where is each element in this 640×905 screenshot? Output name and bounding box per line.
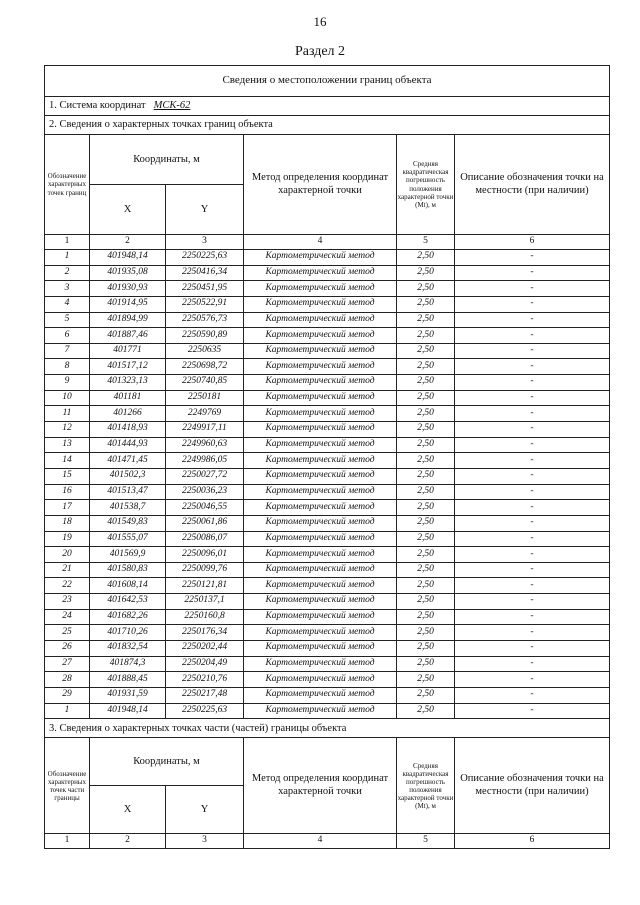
description-cell: - <box>455 547 610 563</box>
description-cell: - <box>455 265 610 281</box>
description-cell: - <box>455 531 610 547</box>
point-number: 22 <box>45 578 90 594</box>
coordinate-system-label: 1. Система координат <box>49 100 146 112</box>
error-cell: 2,50 <box>397 453 455 469</box>
point-number: 9 <box>45 375 90 391</box>
coord-y: 2250204,49 <box>166 656 244 672</box>
description-cell: - <box>455 641 610 657</box>
table-row <box>45 641 610 657</box>
coord-x: 401181 <box>90 390 166 406</box>
table-row <box>45 687 610 703</box>
table-row <box>45 359 610 375</box>
error-cell: 2,50 <box>397 687 455 703</box>
description-cell: - <box>455 359 610 375</box>
coord-y: 2250061,86 <box>166 515 244 531</box>
error-cell: 2,50 <box>397 390 455 406</box>
coord-x: 401642,53 <box>90 594 166 610</box>
point-number: 20 <box>45 547 90 563</box>
description-cell: - <box>455 484 610 500</box>
point-number: 7 <box>45 343 90 359</box>
description-cell: - <box>455 296 610 312</box>
table-row <box>45 422 610 438</box>
coord-y: 2250225,63 <box>166 703 244 719</box>
coord-y: 2250160,8 <box>166 609 244 625</box>
description-cell: - <box>455 250 610 266</box>
point-number: 2 <box>45 265 90 281</box>
method-cell: Картометрический метод <box>244 296 397 312</box>
header-description: Описание обозначения точки на местности (при наличии) <box>455 135 610 235</box>
point-number: 23 <box>45 594 90 610</box>
table-row <box>45 437 610 453</box>
coord-y: 2250181 <box>166 390 244 406</box>
point-number: 24 <box>45 609 90 625</box>
table-row <box>45 703 610 719</box>
description-cell: - <box>455 312 610 328</box>
description-cell: - <box>455 625 610 641</box>
coord-x: 401874,3 <box>90 656 166 672</box>
coord-x: 401948,14 <box>90 703 166 719</box>
column-index: 3 <box>166 235 244 250</box>
description-cell: - <box>455 437 610 453</box>
header-description-part: Описание обозначения точки на местности (при наличии) <box>455 738 610 834</box>
header-method: Метод определения координат характерной точки <box>244 135 397 235</box>
error-cell: 2,50 <box>397 609 455 625</box>
description-cell: - <box>455 578 610 594</box>
point-number: 11 <box>45 406 90 422</box>
method-cell: Картометрический метод <box>244 422 397 438</box>
coord-x: 401471,45 <box>90 453 166 469</box>
table-row <box>45 406 610 422</box>
table-row <box>45 343 610 359</box>
method-cell: Картометрический метод <box>244 265 397 281</box>
method-cell: Картометрический метод <box>244 343 397 359</box>
point-number: 17 <box>45 500 90 516</box>
coord-y: 2250522,91 <box>166 296 244 312</box>
header-y: Y <box>166 185 244 235</box>
method-cell: Картометрический метод <box>244 484 397 500</box>
coord-y: 2250099,76 <box>166 562 244 578</box>
error-cell: 2,50 <box>397 641 455 657</box>
table-row <box>45 562 610 578</box>
error-cell: 2,50 <box>397 703 455 719</box>
coord-y: 2250046,55 <box>166 500 244 516</box>
point-number: 8 <box>45 359 90 375</box>
point-number: 26 <box>45 641 90 657</box>
method-cell: Картометрический метод <box>244 281 397 297</box>
coord-x: 401555,07 <box>90 531 166 547</box>
column-index: 5 <box>397 834 455 849</box>
error-cell: 2,50 <box>397 422 455 438</box>
coord-y: 2250027,72 <box>166 468 244 484</box>
table-row <box>45 515 610 531</box>
header-coordinates-part: Координаты, м <box>90 738 244 786</box>
table-row <box>45 578 610 594</box>
description-cell: - <box>455 515 610 531</box>
header-point-label: Обозначение характерных точек границ <box>45 135 90 235</box>
error-cell: 2,50 <box>397 343 455 359</box>
coord-y: 2250137,1 <box>166 594 244 610</box>
table-row <box>45 484 610 500</box>
coord-x: 401517,12 <box>90 359 166 375</box>
method-cell: Картометрический метод <box>244 562 397 578</box>
table-row <box>45 547 610 563</box>
method-cell: Картометрический метод <box>244 359 397 375</box>
table-row <box>45 265 610 281</box>
coord-y: 2250225,63 <box>166 250 244 266</box>
error-cell: 2,50 <box>397 531 455 547</box>
error-cell: 2,50 <box>397 281 455 297</box>
method-cell: Картометрический метод <box>244 437 397 453</box>
error-cell: 2,50 <box>397 265 455 281</box>
coord-y: 2249917,11 <box>166 422 244 438</box>
point-number: 10 <box>45 390 90 406</box>
column-index: 5 <box>397 235 455 250</box>
coord-x: 401832,54 <box>90 641 166 657</box>
description-cell: - <box>455 375 610 391</box>
description-cell: - <box>455 703 610 719</box>
coord-x: 401418,93 <box>90 422 166 438</box>
method-cell: Картометрический метод <box>244 453 397 469</box>
header-y-part: Y <box>166 786 244 834</box>
coord-x: 401502,3 <box>90 468 166 484</box>
description-cell: - <box>455 609 610 625</box>
coord-y: 2250635 <box>166 343 244 359</box>
description-cell: - <box>455 406 610 422</box>
column-index: 1 <box>45 235 90 250</box>
column-index: 2 <box>90 235 166 250</box>
point-number: 27 <box>45 656 90 672</box>
table-row <box>45 500 610 516</box>
description-cell: - <box>455 281 610 297</box>
method-cell: Картометрический метод <box>244 531 397 547</box>
point-number: 14 <box>45 453 90 469</box>
coord-y: 2250210,76 <box>166 672 244 688</box>
method-cell: Картометрический метод <box>244 312 397 328</box>
description-cell: - <box>455 594 610 610</box>
boundary-table <box>44 65 610 849</box>
table-row <box>45 281 610 297</box>
coord-y: 2250451,95 <box>166 281 244 297</box>
error-cell: 2,50 <box>397 250 455 266</box>
point-number: 18 <box>45 515 90 531</box>
table-row <box>45 296 610 312</box>
error-cell: 2,50 <box>397 375 455 391</box>
method-cell: Картометрический метод <box>244 641 397 657</box>
column-index: 2 <box>90 834 166 849</box>
error-cell: 2,50 <box>397 437 455 453</box>
coord-x: 401580,83 <box>90 562 166 578</box>
header-x-part: X <box>90 786 166 834</box>
method-cell: Картометрический метод <box>244 390 397 406</box>
coord-x: 401538,7 <box>90 500 166 516</box>
error-cell: 2,50 <box>397 359 455 375</box>
error-cell: 2,50 <box>397 468 455 484</box>
error-cell: 2,50 <box>397 594 455 610</box>
table-row <box>45 468 610 484</box>
description-cell: - <box>455 500 610 516</box>
header-point-label-part: Обозначение характерных точек части границы <box>45 738 90 834</box>
coordinate-system-value: МСК-62 <box>153 100 191 112</box>
coord-x: 401914,95 <box>90 296 166 312</box>
method-cell: Картометрический метод <box>244 547 397 563</box>
column-index: 4 <box>244 834 397 849</box>
coordinate-system-row <box>45 97 610 116</box>
point-number: 4 <box>45 296 90 312</box>
table-row <box>45 390 610 406</box>
description-cell: - <box>455 656 610 672</box>
table-row <box>45 672 610 688</box>
point-number: 28 <box>45 672 90 688</box>
table-row <box>45 656 610 672</box>
error-cell: 2,50 <box>397 296 455 312</box>
coord-x: 401894,99 <box>90 312 166 328</box>
method-cell: Картометрический метод <box>244 703 397 719</box>
coord-y: 2250217,48 <box>166 687 244 703</box>
description-cell: - <box>455 343 610 359</box>
point-number: 1 <box>45 250 90 266</box>
point-number: 6 <box>45 328 90 344</box>
description-cell: - <box>455 468 610 484</box>
error-cell: 2,50 <box>397 672 455 688</box>
method-cell: Картометрический метод <box>244 515 397 531</box>
column-index: 3 <box>166 834 244 849</box>
point-number: 16 <box>45 484 90 500</box>
error-cell: 2,50 <box>397 500 455 516</box>
table-row <box>45 375 610 391</box>
method-cell: Картометрический метод <box>244 609 397 625</box>
error-cell: 2,50 <box>397 515 455 531</box>
column-index: 6 <box>455 235 610 250</box>
coord-x: 401935,08 <box>90 265 166 281</box>
method-cell: Картометрический метод <box>244 328 397 344</box>
coord-y: 2250576,73 <box>166 312 244 328</box>
coord-x: 401930,93 <box>90 281 166 297</box>
error-cell: 2,50 <box>397 625 455 641</box>
description-cell: - <box>455 390 610 406</box>
coord-y: 2250176,34 <box>166 625 244 641</box>
error-cell: 2,50 <box>397 484 455 500</box>
page-number: 16 <box>313 14 327 29</box>
error-cell: 2,50 <box>397 547 455 563</box>
coord-x: 401888,45 <box>90 672 166 688</box>
method-cell: Картометрический метод <box>244 625 397 641</box>
point-number: 12 <box>45 422 90 438</box>
coord-x: 401513,47 <box>90 484 166 500</box>
table-row <box>45 625 610 641</box>
description-cell: - <box>455 328 610 344</box>
coord-x: 401682,26 <box>90 609 166 625</box>
point-number: 1 <box>45 703 90 719</box>
point-number: 29 <box>45 687 90 703</box>
error-cell: 2,50 <box>397 406 455 422</box>
part3-title: 3. Сведения о характерных точках части (частей) границы объекта <box>45 719 610 738</box>
table-row <box>45 250 610 266</box>
method-cell: Картометрический метод <box>244 406 397 422</box>
description-cell: - <box>455 562 610 578</box>
table-row <box>45 531 610 547</box>
error-cell: 2,50 <box>397 562 455 578</box>
error-cell: 2,50 <box>397 328 455 344</box>
point-number: 15 <box>45 468 90 484</box>
table-row <box>45 453 610 469</box>
coord-y: 2249769 <box>166 406 244 422</box>
coord-x: 401771 <box>90 343 166 359</box>
coord-y: 2249960,63 <box>166 437 244 453</box>
coord-x: 401323,13 <box>90 375 166 391</box>
table-row <box>45 609 610 625</box>
coord-y: 2250698,72 <box>166 359 244 375</box>
coord-x: 401931,59 <box>90 687 166 703</box>
coord-y: 2250590,89 <box>166 328 244 344</box>
coord-x: 401887,46 <box>90 328 166 344</box>
table-row <box>45 594 610 610</box>
coord-x: 401444,93 <box>90 437 166 453</box>
coord-x: 401710,26 <box>90 625 166 641</box>
coord-x: 401948,14 <box>90 250 166 266</box>
description-cell: - <box>455 453 610 469</box>
point-number: 21 <box>45 562 90 578</box>
coord-y: 2250740,85 <box>166 375 244 391</box>
point-number: 25 <box>45 625 90 641</box>
column-index: 4 <box>244 235 397 250</box>
method-cell: Картометрический метод <box>244 500 397 516</box>
method-cell: Картометрический метод <box>244 687 397 703</box>
coord-y: 2250121,81 <box>166 578 244 594</box>
method-cell: Картометрический метод <box>244 375 397 391</box>
coord-y: 2250096,01 <box>166 547 244 563</box>
point-number: 3 <box>45 281 90 297</box>
column-index: 1 <box>45 834 90 849</box>
error-cell: 2,50 <box>397 578 455 594</box>
coord-y: 2250036,23 <box>166 484 244 500</box>
header-x: X <box>90 185 166 235</box>
coord-y: 2250416,34 <box>166 265 244 281</box>
coord-x: 401549,83 <box>90 515 166 531</box>
table-row <box>45 312 610 328</box>
header-method-part: Метод определения координат характерной точки <box>244 738 397 834</box>
method-cell: Картометрический метод <box>244 672 397 688</box>
coord-x: 401569,9 <box>90 547 166 563</box>
method-cell: Картометрический метод <box>244 468 397 484</box>
method-cell: Картометрический метод <box>244 578 397 594</box>
description-cell: - <box>455 422 610 438</box>
method-cell: Картометрический метод <box>244 250 397 266</box>
point-number: 13 <box>45 437 90 453</box>
coord-y: 2249986,05 <box>166 453 244 469</box>
table-title: Сведения о местоположении границ объекта <box>45 66 610 97</box>
section-title: Раздел 2 <box>294 44 346 59</box>
error-cell: 2,50 <box>397 312 455 328</box>
coord-x: 401266 <box>90 406 166 422</box>
description-cell: - <box>455 687 610 703</box>
method-cell: Картометрический метод <box>244 594 397 610</box>
point-number: 5 <box>45 312 90 328</box>
description-cell: - <box>455 672 610 688</box>
coord-y: 2250086,07 <box>166 531 244 547</box>
header-error: Средняя квадратическая погрешность положения характерной точки (Mt), м <box>397 135 455 235</box>
method-cell: Картометрический метод <box>244 656 397 672</box>
column-index: 6 <box>455 834 610 849</box>
header-coordinates: Координаты, м <box>90 135 244 185</box>
table-row <box>45 328 610 344</box>
point-number: 19 <box>45 531 90 547</box>
coord-x: 401608,14 <box>90 578 166 594</box>
part2-title: 2. Сведения о характерных точках границ объекта <box>45 116 610 135</box>
error-cell: 2,50 <box>397 656 455 672</box>
coord-y: 2250202,44 <box>166 641 244 657</box>
header-error-part: Средняя квадратическая погрешность положения характерной точки (Mt), м <box>397 738 455 834</box>
